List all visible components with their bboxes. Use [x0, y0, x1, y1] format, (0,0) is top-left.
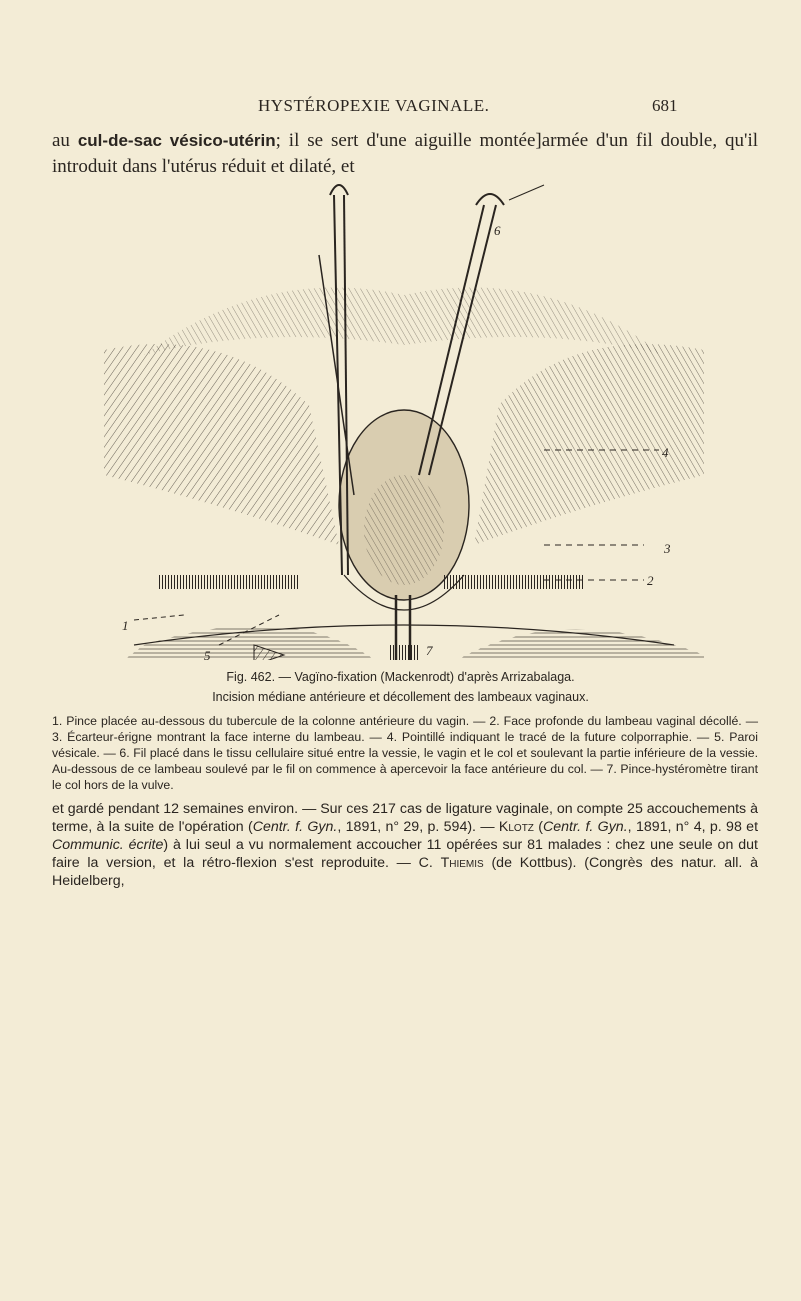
anatomical-figure [104, 175, 704, 660]
running-head [0, 72, 801, 115]
body-text-2: , 1891, n° 29, p. 594). — [337, 819, 499, 835]
body-text-4: , 1891, n° 4, p. 98 et [627, 819, 759, 835]
pubic-region [144, 288, 664, 356]
left-labium [104, 344, 339, 545]
intro-text-end: ; il se sert d'une aiguille montée]armée d'un fil double, qu'il introduit dans l'utérus réduit et dilaté, et [52, 130, 759, 177]
body-text-6: (de Kottbus). (Congrès des natur. all. à Heidelberg, [52, 855, 759, 889]
label-6: 6 [494, 223, 501, 238]
body-citation-2: Centr. f. Gyn. [543, 819, 628, 835]
body-text-3: ( [533, 819, 543, 835]
intro-paragraph [52, 128, 758, 180]
page-number: 681 [652, 96, 678, 115]
label-2: 2 [647, 573, 654, 588]
body-paragraph [52, 800, 758, 890]
label-3: 3 [664, 541, 671, 556]
figure-caption-title: Fig. 462. — Vagïno-fixation (Mackenrodt) d'après Arrizabalaga. [226, 670, 575, 684]
label-1: 1 [122, 618, 129, 633]
figure-legend: 1. Pince placée au-dessous du tubercule de la colonne antérieure du vagin. — 2. Face profonde du lambeau vaginal décollé. — 3. Écarteur-érigne montrant la face interne du lambeau. — 4. Pointillé indiquant le tracé de la future colporraphie. — 5. Paroi vésicale. — 6. Fil placé dans le tissu cellulaire situé entre la vessie, le vagin et le col et soulevant la partie inférieure de la vessie. Au-dessous de ce lambeau soulevé par le fil on commence à apercevoir la face antérieure du col. — 7. Pince-hystéromètre tirant le col hors de la vulve. [52, 714, 758, 792]
intro-bold-term: cul-de-sac vésico-utérin [77, 131, 276, 150]
left-retractor [159, 575, 299, 589]
body-text-1: et gardé pendant 12 semaines environ. — Sur ces 217 cas de ligature vaginale, on compte 25 accouchements à terme, à la suite de l'opération ( [52, 801, 758, 835]
figure-illustration [104, 175, 704, 660]
label-5: 5 [204, 648, 211, 660]
label-4: 4 [662, 445, 669, 460]
running-title: HYSTÉROPEXIE VAGINALE. [258, 96, 490, 115]
author-thiemis: Thiemis [440, 855, 484, 871]
right-thigh [434, 629, 704, 660]
right-labium [474, 344, 704, 545]
body-citation-1: Centr. f. Gyn. [252, 819, 338, 835]
author-klotz: Klotz [498, 819, 534, 835]
body-text-5: ) à lui seul a vu normalement accoucher 11 opérées sur 81 malades : chez une seule on dut faire la version, et la rétro-flexion s'est reproduite. — C. [52, 837, 758, 871]
label-7: 7 [426, 643, 433, 658]
intro-text-start: au [52, 130, 78, 151]
figure-caption-subtitle: Incision médiane antérieure et décollement des lambeaux vaginaux. [212, 690, 589, 704]
body-citation-3: Communic. écrite [52, 837, 164, 853]
right-retractor [444, 575, 584, 589]
